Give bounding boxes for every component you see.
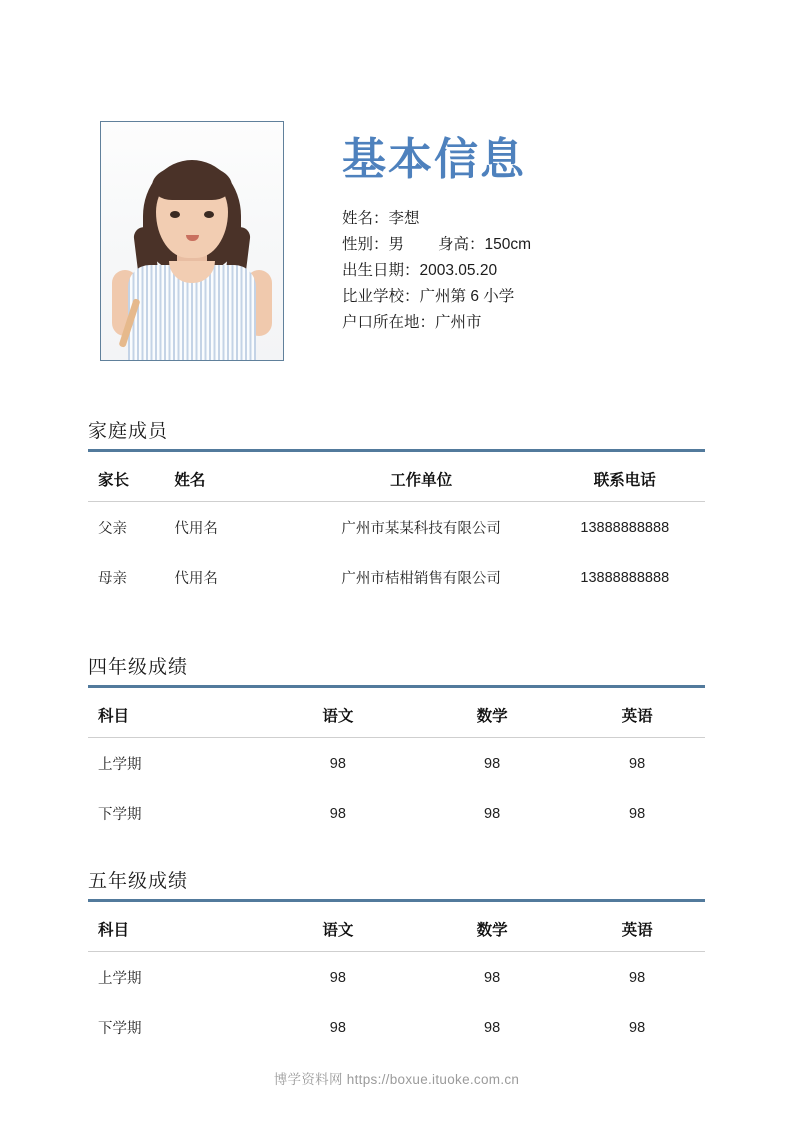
grade5-english-score: 98 <box>629 1019 646 1036</box>
table-row <box>88 738 705 789</box>
header-section <box>0 110 793 380</box>
portrait-illustration <box>101 122 283 360</box>
family-section <box>88 416 705 602</box>
grade4-english-score: 98 <box>629 805 646 822</box>
family-col-workplace: 工作单位 <box>298 452 545 502</box>
grade5-chinese-score: 98 <box>329 1019 346 1036</box>
portrait-dress <box>128 265 256 361</box>
family-relation: 母亲 <box>98 571 127 587</box>
table-header-row <box>88 688 705 738</box>
table-row <box>88 788 705 838</box>
grade4-heading: 四年级成绩 <box>88 657 189 678</box>
grade4-col-subject: 科目 <box>88 688 261 738</box>
grade5-term: 上学期 <box>98 971 142 987</box>
family-name: 代用名 <box>174 521 218 537</box>
title-block <box>342 110 531 336</box>
birthdate-label: 出生日期： <box>342 262 420 279</box>
residence-label: 户口所在地： <box>342 314 436 331</box>
family-table <box>88 452 705 602</box>
table-row <box>88 502 705 553</box>
grade4-math-score: 98 <box>484 805 501 822</box>
info-row-gender-height <box>342 232 531 258</box>
info-row-name <box>342 206 531 232</box>
grade5-english-score: 98 <box>629 969 646 986</box>
grade4-math-score: 98 <box>484 755 501 772</box>
grade5-col-chinese: 语文 <box>261 902 415 952</box>
table-header-row <box>88 902 705 952</box>
family-col-name: 姓名 <box>174 452 297 502</box>
family-workplace: 广州市某某科技有限公司 <box>341 521 501 537</box>
height-label: 身高： <box>438 236 485 253</box>
grade4-chinese-score: 98 <box>329 805 346 822</box>
family-name: 代用名 <box>174 571 218 587</box>
grade4-chinese-score: 98 <box>329 755 346 772</box>
portrait-fringe <box>152 166 232 200</box>
name-value: 李想 <box>388 210 420 227</box>
family-relation: 父亲 <box>98 521 127 537</box>
school-value: 广州第 6 小学 <box>419 288 515 305</box>
student-photo <box>100 121 284 361</box>
family-phone: 13888888888 <box>580 569 670 586</box>
family-heading: 家庭成员 <box>88 421 169 442</box>
footer-watermark: 博学资料网 https://boxue.ituoke.com.cn <box>273 1072 520 1087</box>
info-row-residence <box>342 310 531 336</box>
info-row-school <box>342 284 531 310</box>
table-row <box>88 1002 705 1052</box>
grade5-math-score: 98 <box>484 1019 501 1036</box>
gender-label: 性别： <box>342 236 389 253</box>
school-label: 比业学校： <box>342 288 420 305</box>
page-title: 基本信息 <box>342 135 526 184</box>
grade4-col-english: 英语 <box>569 688 705 738</box>
name-label: 姓名： <box>342 210 389 227</box>
family-col-relation: 家长 <box>88 452 174 502</box>
table-header-row <box>88 452 705 502</box>
height-value: 150cm <box>484 236 532 253</box>
grade5-table <box>88 902 705 1052</box>
basic-info-list <box>342 206 531 336</box>
grade5-math-score: 98 <box>484 969 501 986</box>
grade4-term: 下学期 <box>98 807 142 823</box>
grade5-col-math: 数学 <box>415 902 569 952</box>
grade4-english-score: 98 <box>629 755 646 772</box>
family-phone: 13888888888 <box>580 519 670 536</box>
gender-value: 男 <box>388 236 405 253</box>
grade5-col-english: 英语 <box>569 902 705 952</box>
birthdate-value: 2003.05.20 <box>419 262 498 279</box>
grade4-section <box>88 652 705 838</box>
grade5-heading: 五年级成绩 <box>88 871 189 892</box>
family-col-phone: 联系电话 <box>545 452 705 502</box>
table-row <box>88 552 705 602</box>
grade4-col-math: 数学 <box>415 688 569 738</box>
grade4-term: 上学期 <box>98 757 142 773</box>
grade5-section <box>88 866 705 1052</box>
grade4-col-chinese: 语文 <box>261 688 415 738</box>
table-row <box>88 952 705 1003</box>
grade5-chinese-score: 98 <box>329 969 346 986</box>
residence-value: 广州市 <box>435 314 482 331</box>
grade4-table <box>88 688 705 838</box>
family-workplace: 广州市桔柑销售有限公司 <box>341 571 501 587</box>
grade5-col-subject: 科目 <box>88 902 261 952</box>
info-row-birthdate <box>342 258 531 284</box>
grade5-term: 下学期 <box>98 1021 142 1037</box>
